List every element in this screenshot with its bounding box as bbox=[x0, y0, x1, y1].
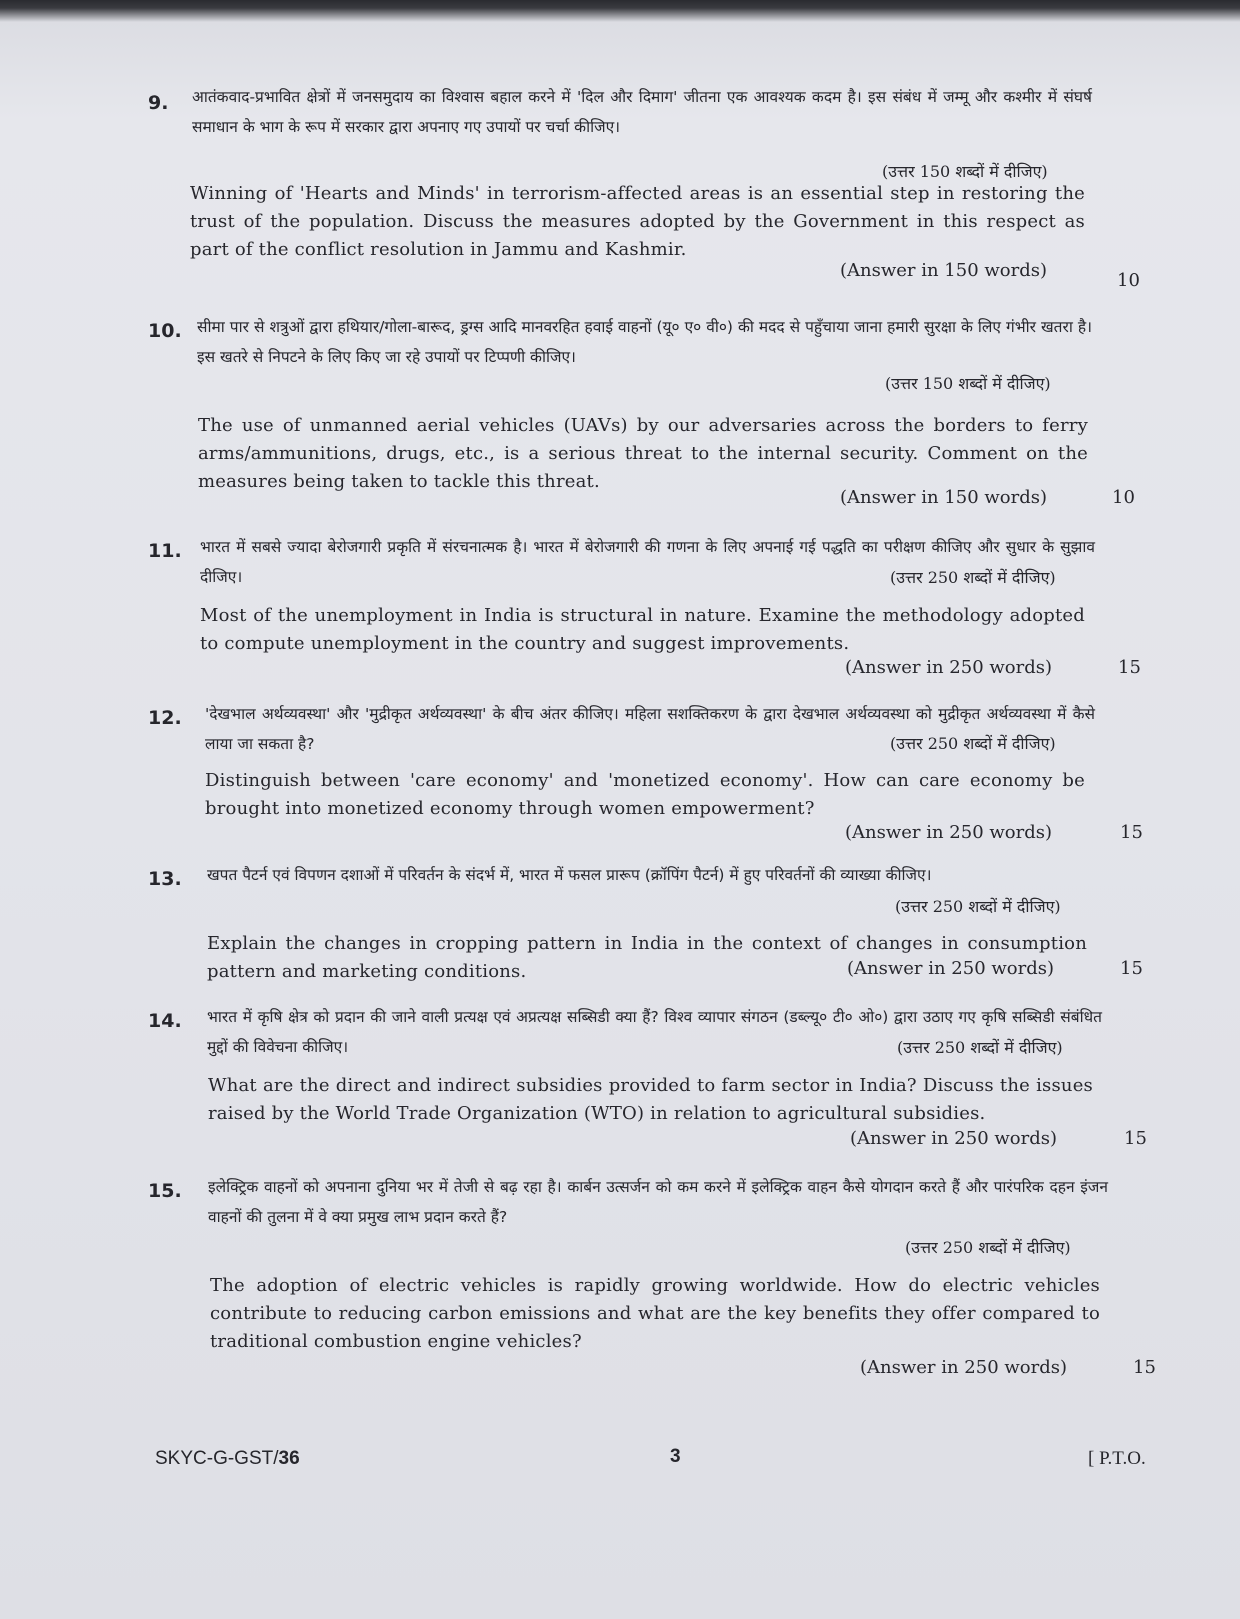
question-number: 10. bbox=[148, 320, 182, 342]
hindi-word-limit: (उत्तर 250 शब्दों में दीजिए) bbox=[895, 897, 1061, 916]
question-hindi: खपत पैटर्न एवं विपणन दशाओं में परिवर्तन के संदर्भ में, भारत में फसल प्रारूप (क्रॉपिंग पैटर्न) में हुए परिवर्तनों की व्याख्या कीजिए। bbox=[207, 866, 932, 884]
hindi-word-limit: (उत्तर 250 शब्दों में दीजिए) bbox=[905, 1238, 1071, 1257]
marks: 15 bbox=[1124, 1128, 1147, 1149]
question-hindi: 'देखभाल अर्थव्यवस्था' और 'मुद्रीकृत अर्थव्यवस्था' के बीच अंतर कीजिए। महिला सशक्तिकरण के द्वारा देखभाल अर्थव्यवस्था को मुद्रीकृत अर्थव्यवस्था में कैसे लाया जा सकता है? bbox=[205, 705, 1095, 753]
paper-code bbox=[155, 1448, 300, 1470]
marks: 10 bbox=[1112, 487, 1135, 508]
question-hindi: भारत में सबसे ज्यादा बेरोजगारी प्रकृति में संरचनात्मक है। भारत में बेरोजगारी की गणना के लिए अपनाई गई पद्धति का परीक्षण कीजिए और सुधार के सुझाव दीजिए। bbox=[200, 538, 1095, 586]
page-number: 3 bbox=[670, 1446, 681, 1467]
hindi-word-limit: (उत्तर 250 शब्दों में दीजिए) bbox=[890, 734, 1056, 753]
question-hindi: इलेक्ट्रिक वाहनों को अपनाना दुनिया भर में तेजी से बढ़ रहा है। कार्बन उत्सर्जन को कम करने में इलेक्ट्रिक वाहन कैसे योगदान करते हैं और पारंपरिक दहन इंजन वाहनों की तुलना में वे क्या प्रमुख लाभ प्रदान करते हैं? bbox=[208, 1178, 1108, 1226]
marks: 15 bbox=[1133, 1357, 1156, 1378]
answer-word-limit: (Answer in 150 words) bbox=[840, 487, 1048, 508]
answer-word-limit: (Answer in 250 words) bbox=[860, 1357, 1068, 1378]
please-turn-over: [ P.T.O. bbox=[1088, 1448, 1146, 1469]
marks: 10 bbox=[1117, 270, 1140, 291]
question-hindi: आतंकवाद-प्रभावित क्षेत्रों में जनसमुदाय का विश्वास बहाल करने में 'दिल और दिमाग' जीतना एक आवश्यक कदम है। इस संबंध में जम्मू और कश्मीर में संघर्ष समाधान के भाग के रूप में सरकार द्वारा अपनाए गए उपायों पर चर्चा कीजिए। bbox=[192, 88, 1092, 136]
question-english: Winning of 'Hearts and Minds' in terrorism-affected areas is an essential step in restoring the trust of the population. Discuss the measures adopted by the Government in this respect as part of the conflict resolution in Jammu and Kashmir. bbox=[190, 183, 1085, 260]
paper-code-number: 36 bbox=[278, 1448, 300, 1469]
question-english: Most of the unemployment in India is structural in nature. Examine the methodology adopted to compute unemployment in the country and suggest improvements. bbox=[200, 605, 1085, 654]
question-number: 13. bbox=[148, 868, 182, 890]
question-number: 11. bbox=[148, 540, 182, 562]
hindi-word-limit: (उत्तर 250 शब्दों में दीजिए) bbox=[897, 1038, 1063, 1057]
question-english: The adoption of electric vehicles is rapidly growing worldwide. How do electric vehicles contribute to reducing carbon emissions and what are the key benefits they offer compared to traditional combustion engine vehicles? bbox=[210, 1275, 1100, 1352]
paper-code-prefix: SKYC-G-GST/ bbox=[155, 1448, 279, 1469]
answer-word-limit: (Answer in 250 words) bbox=[845, 657, 1053, 678]
marks: 15 bbox=[1120, 822, 1143, 843]
question-number: 12. bbox=[148, 707, 182, 729]
question-english: What are the direct and indirect subsidies provided to farm sector in India? Discuss the issues raised by the World Trade Organization (WTO) in relation to agricultural subsidies. bbox=[208, 1075, 1093, 1124]
answer-word-limit: (Answer in 250 words) bbox=[845, 822, 1053, 843]
marks: 15 bbox=[1118, 657, 1141, 678]
answer-word-limit: (Answer in 150 words) bbox=[840, 260, 1048, 281]
question-english: Explain the changes in cropping pattern in India in the context of changes in consumption pattern and marketing conditions. bbox=[207, 933, 1087, 982]
answer-word-limit: (Answer in 250 words) bbox=[850, 1128, 1058, 1149]
hindi-word-limit: (उत्तर 150 शब्दों में दीजिए) bbox=[885, 374, 1051, 393]
question-number: 14. bbox=[148, 1010, 182, 1032]
hindi-word-limit: (उत्तर 150 शब्दों में दीजिए) bbox=[882, 162, 1048, 181]
question-number: 15. bbox=[148, 1180, 182, 1202]
hindi-word-limit: (उत्तर 250 शब्दों में दीजिए) bbox=[890, 568, 1056, 587]
question-hindi: सीमा पार से शत्रुओं द्वारा हथियार/गोला-बारूद, ड्रग्स आदि मानवरहित हवाई वाहनों (यू० ए० वी०) की मदद से पहुँचाया जाना हमारी सुरक्षा के लिए गंभीर खतरा है। इस खतरे से निपटने के लिए किए जा रहे उपायों पर टिप्पणी कीजिए। bbox=[197, 318, 1092, 366]
question-hindi: भारत में कृषि क्षेत्र को प्रदान की जाने वाली प्रत्यक्ष एवं अप्रत्यक्ष सब्सिडी क्या हैं? विश्व व्यापार संगठन (डब्ल्यू० टी० ओ०) द्वारा उठाए गए कृषि सब्सिडी संबंधित मुद्दों की विवेचना कीजिए। bbox=[207, 1008, 1102, 1056]
answer-word-limit: (Answer in 250 words) bbox=[847, 958, 1055, 979]
question-english: The use of unmanned aerial vehicles (UAVs) by our adversaries across the borders to ferry arms/ammunitions, drugs, etc., is a serious threat to the internal security. Comment on the measures being taken to tackle this threat. bbox=[198, 415, 1088, 492]
question-number: 9. bbox=[148, 92, 169, 114]
marks: 15 bbox=[1120, 958, 1143, 979]
question-english: Distinguish between 'care economy' and 'monetized economy'. How can care economy be brought into monetized economy through women empowerment? bbox=[205, 770, 1085, 819]
